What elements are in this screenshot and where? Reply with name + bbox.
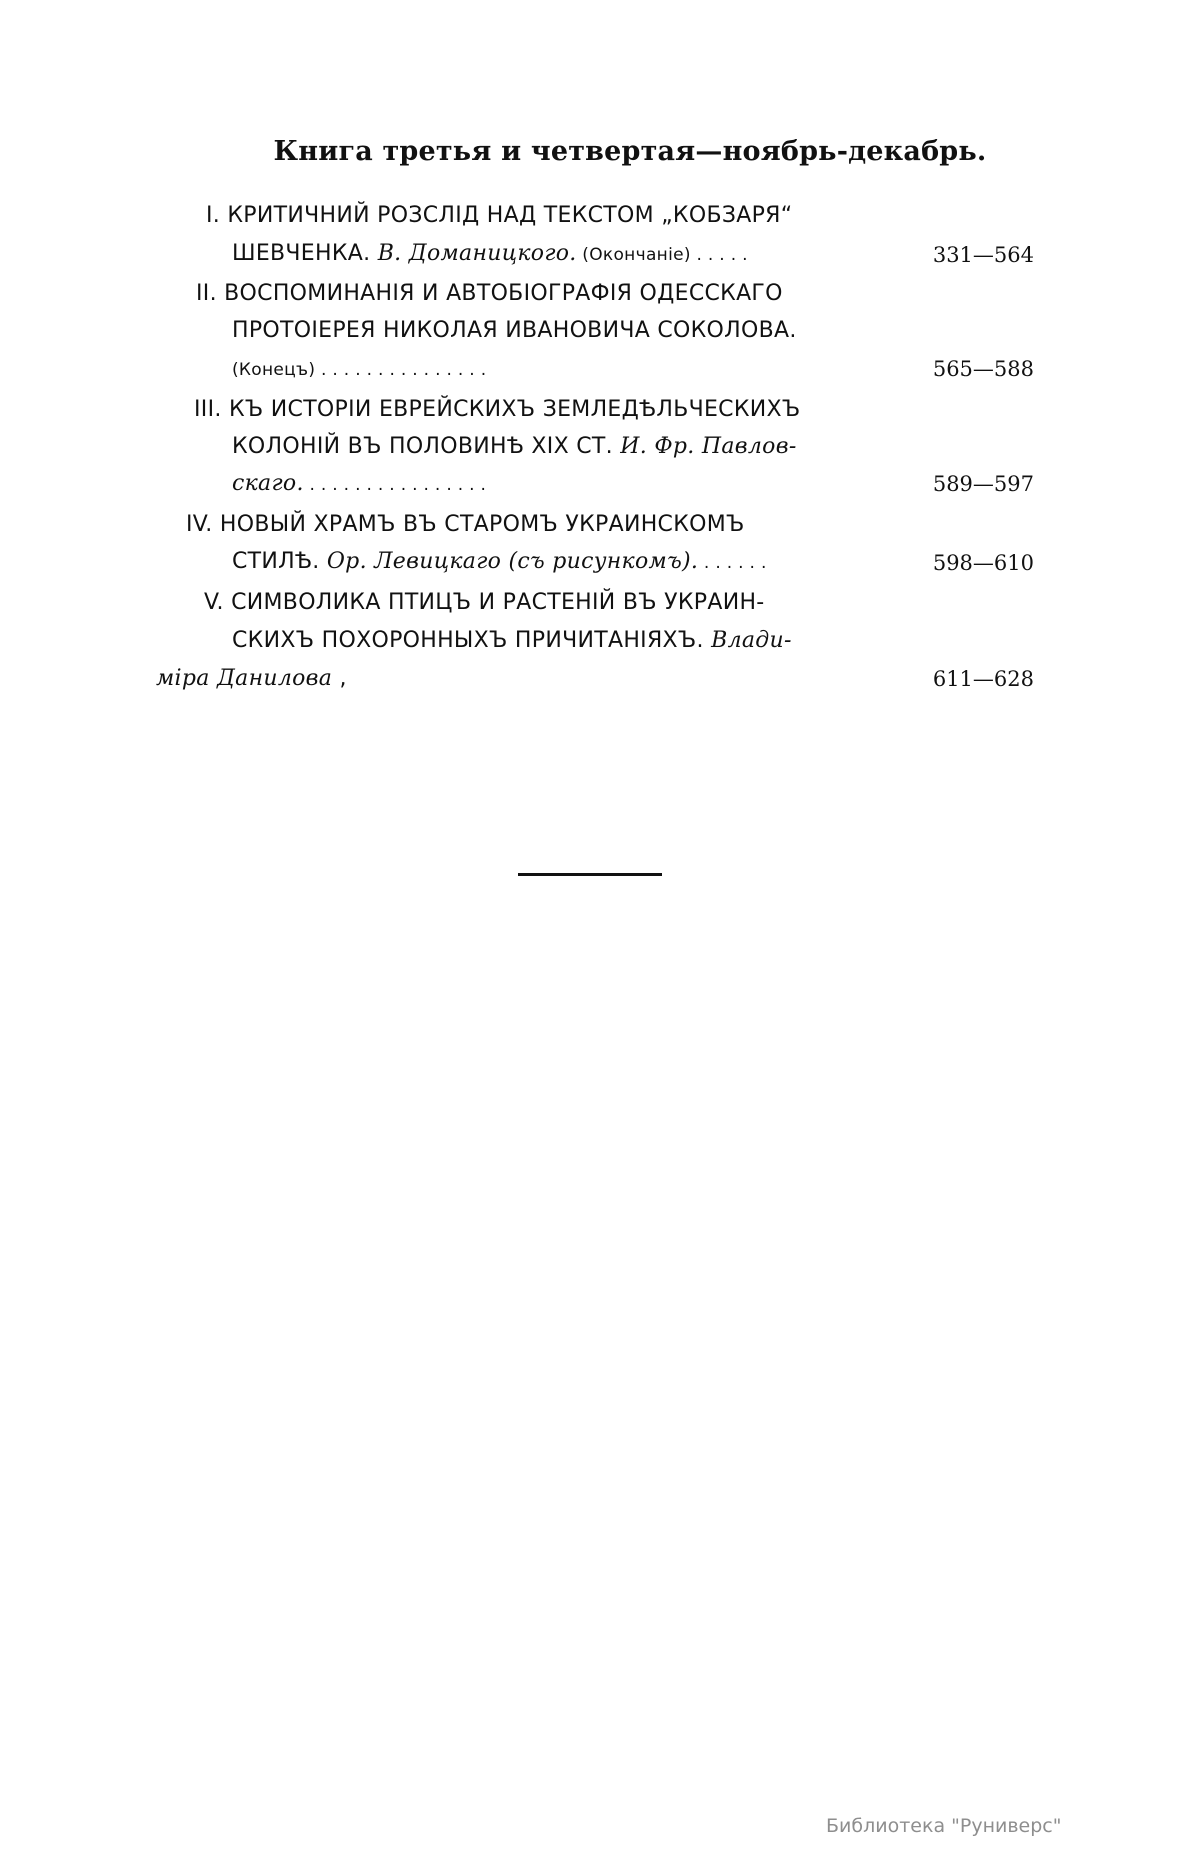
toc-entry-2-pages: 565—588 (932, 357, 1034, 381)
toc-entry-5-line-3: міра Данилова , (156, 666, 347, 691)
divider-rule (518, 873, 662, 876)
toc-entry-4-line-2: СТИЛѢ. Ор. Левицкаго (съ рисункомъ). . . . . . . (232, 549, 767, 574)
toc-entry-5-pages: 611—628 (932, 667, 1034, 691)
table-of-contents (0, 0, 1200, 720)
page-title: Книга третья и четвертая—ноябрь-декабрь. (273, 136, 987, 167)
toc-entry-2-line-1: II. ВОСПОМИНАНІЯ И АВТОБІОГРАФІЯ ОДЕССКАГО (196, 281, 783, 306)
toc-entry-3-line-1: III. КЪ ИСТОРІИ ЕВРЕЙСКИХЪ ЗЕМЛЕДѢЛЬЧЕСКИХЪ (194, 397, 801, 422)
toc-entry-1-line-1: I. КРИТИЧНИЙ РОЗСЛІД НАД ТЕКСТОМ „КОБЗАРЯ“ (206, 203, 793, 228)
toc-entry-1-line-2: ШЕВЧЕНКА. В. Доманицкого. (Окончаніе) . . . . . (232, 241, 748, 266)
toc-entry-4-line-1: IV. НОВЫЙ ХРАМЪ ВЪ СТАРОМЪ УКРАИНСКОМЪ (186, 512, 745, 537)
toc-entry-3-line-3: скаго. . . . . . . . . . . . . . . . . (232, 471, 487, 496)
toc-entry-3-pages: 589—597 (932, 472, 1034, 496)
toc-entry-4-pages: 598—610 (932, 551, 1034, 575)
library-watermark: Библиотека "Руниверс" (826, 1815, 1062, 1837)
toc-entry-2-line-3: (Конецъ) . . . . . . . . . . . . . . . (232, 360, 487, 380)
toc-entry-2-line-2: ПРОТОІЕРЕЯ НИКОЛАЯ ИВАНОВИЧА СОКОЛОВА. (232, 318, 797, 343)
toc-entry-5-line-2: СКИХЪ ПОХОРОННЫХЪ ПРИЧИТАНІЯХЪ. Влади- (232, 628, 792, 653)
toc-entry-3-line-2: КОЛОНІЙ ВЪ ПОЛОВИНѢ XIX СТ. И. Фр. Павлов- (232, 434, 797, 459)
toc-entry-5-line-1: V. СИМВОЛИКА ПТИЦЪ И РАСТЕНІЙ ВЪ УКРАИН- (204, 590, 765, 615)
toc-entry-1-pages: 331—564 (932, 243, 1034, 267)
